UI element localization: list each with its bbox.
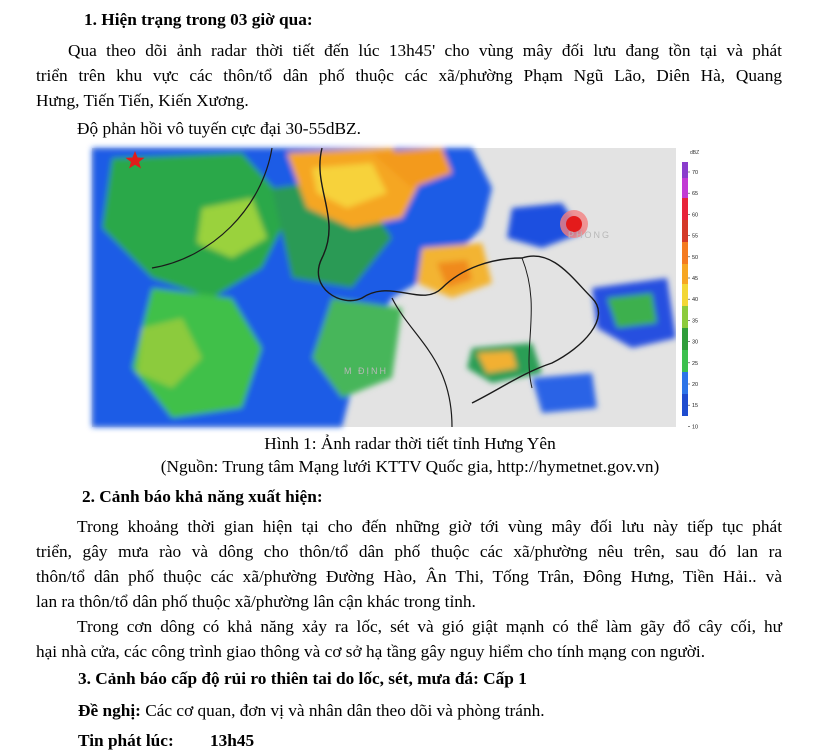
legend-tick-label: 65 <box>692 191 699 198</box>
legend-tick-label: 30 <box>692 339 699 346</box>
section-3-heading: 3. Cảnh báo cấp độ rủi ro thiên tai do lốc, sét, mưa đá: Cấp 1 <box>78 669 527 688</box>
legend-tick-label: 50 <box>692 254 699 261</box>
issued-time: 13h45 <box>210 731 255 750</box>
figure-caption: Hình 1: Ảnh radar thời tiết tỉnh Hưng Yên <box>264 434 556 453</box>
legend-unit: dBZ <box>690 150 700 156</box>
figure-source: (Nguồn: Trung tâm Mạng lưới KTTV Quốc gia, http://hymetnet.gov.vn) <box>160 457 660 476</box>
legend-tick-label: 60 <box>692 212 699 219</box>
section-2-paragraph-line: triển, gây mưa rào và dông cho thôn/tổ dân phố thuộc các xã/phường nêu trên, sau đó lan ra <box>36 542 782 561</box>
section-2-paragraph-line: thôn/tổ dân phố thuộc các xã/phường Đường Hào, Ân Thi, Tống Trân, Đông Hưng, Tiền Hải.. và <box>36 567 782 586</box>
section-2-paragraph-line: Trong khoảng thời gian hiện tại cho đến những giờ tới vùng mây đối lưu này tiếp tục phát <box>77 517 782 536</box>
legend-tick-label: 25 <box>692 360 699 367</box>
section-2-paragraph-line: Trong cơn dông có khả năng xảy ra lốc, sét và gió giật mạnh có thể làm gãy đổ cây cối, hư <box>77 617 782 636</box>
legend-tick-label: 55 <box>692 233 699 240</box>
radar-image <box>92 148 676 427</box>
legend-tick-label: 10 <box>692 424 699 431</box>
section-1-paragraph-line: triển trên khu vực các thôn/tổ dân phố thuộc các xã/phường Phạm Ngũ Lão, Diên Hà, Quang <box>36 66 782 85</box>
issued-label: Tin phát lúc: <box>78 731 174 750</box>
recommend-label: Đề nghị: <box>78 701 141 720</box>
legend-tick-label: 35 <box>692 318 699 325</box>
section-1-paragraph-line: Hưng, Tiến Tiến, Kiến Xương. <box>36 91 249 110</box>
section-2-paragraph-line: hại nhà cửa, các công trình giao thông và cơ sở hạ tầng gây nguy hiểm cho tính mạng con người. <box>36 642 706 661</box>
legend-tick-label: 15 <box>692 403 699 410</box>
legend-tick-label: 70 <box>692 170 699 176</box>
recommend-text: Các cơ quan, đơn vị và nhân dân theo dõi và phòng tránh. <box>145 701 545 720</box>
recommendation <box>78 700 545 722</box>
legend-tick-label: 40 <box>692 297 699 304</box>
legend-tick-label: 45 <box>692 276 699 282</box>
map-label-phong: PHONG <box>568 230 612 240</box>
radar-legend <box>676 148 709 431</box>
map-label-dinh: M ĐỊNH <box>344 366 388 376</box>
section-1-paragraph-line: Qua theo dõi ảnh radar thời tiết đến lúc 13h45' cho vùng mây đối lưu đang tồn tại và phát <box>68 41 782 60</box>
section-1-heading: 1. Hiện trạng trong 03 giờ qua: <box>84 10 313 29</box>
legend-tick-label: 20 <box>692 382 699 388</box>
section-2-paragraph-line: lan ra thôn/tổ dân phố thuộc xã/phường lân cận khác trong tỉnh. <box>36 592 476 611</box>
reflectivity-text: Độ phản hồi vô tuyến cực đại 30-55dBZ. <box>77 119 361 138</box>
section-2-heading: 2. Cảnh báo khả năng xuất hiện: <box>82 487 323 506</box>
